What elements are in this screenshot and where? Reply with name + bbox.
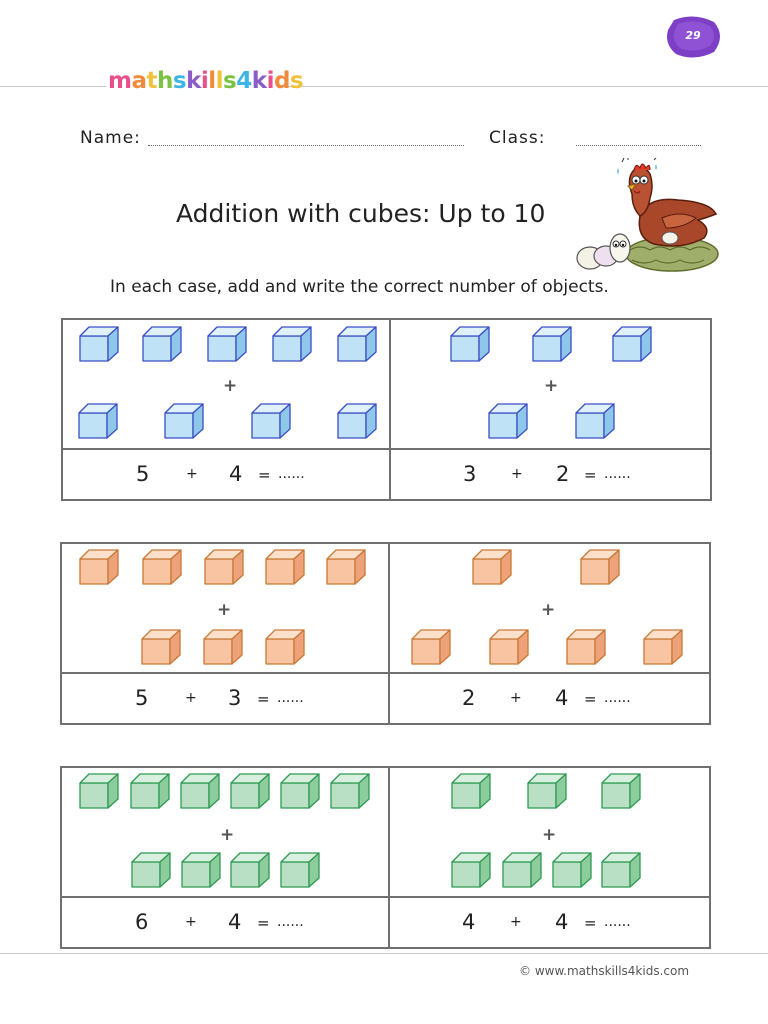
cube-icon	[230, 773, 270, 809]
cube-icon	[612, 326, 652, 362]
answer-blank[interactable]: ......	[277, 690, 304, 706]
footer-rule	[0, 953, 768, 954]
cube-icon	[142, 326, 182, 362]
cube-icon	[272, 326, 312, 362]
logo-letter: t	[146, 68, 157, 94]
answer-blank[interactable]: ......	[604, 690, 631, 706]
class-label: Class:	[489, 128, 546, 148]
logo-letter: m	[108, 68, 132, 94]
addend-b: 4	[555, 910, 569, 934]
answer-blank[interactable]: ......	[277, 914, 304, 930]
cube-icon	[79, 773, 119, 809]
equals-sign: =	[257, 914, 270, 932]
equals-sign: =	[258, 466, 271, 484]
addend-b: 2	[556, 462, 570, 486]
cube-icon	[203, 629, 243, 665]
cube-icon	[643, 629, 683, 665]
logo-letter: a	[131, 68, 147, 94]
equals-sign: =	[584, 466, 597, 484]
cube-icon	[337, 403, 377, 439]
logo-letter: 4	[236, 68, 252, 94]
plus-operator: +	[511, 466, 523, 482]
cube-icon	[181, 852, 221, 888]
class-field[interactable]	[576, 145, 701, 146]
cube-icon	[451, 773, 491, 809]
hen-icon	[570, 158, 720, 280]
cube-icon	[79, 326, 119, 362]
cube-icon	[502, 852, 542, 888]
cube-icon	[601, 852, 641, 888]
cube-icon	[79, 549, 119, 585]
addend-a: 3	[463, 462, 477, 486]
addend-b: 4	[228, 910, 242, 934]
cube-icon	[142, 549, 182, 585]
cube-icon	[411, 629, 451, 665]
cube-icon	[265, 629, 305, 665]
cube-icon	[330, 773, 370, 809]
grid-divider	[62, 896, 709, 898]
cube-icon	[280, 852, 320, 888]
plus-operator: +	[510, 914, 522, 930]
cube-icon	[450, 326, 490, 362]
header-rule-right	[282, 86, 768, 87]
addend-b: 4	[229, 462, 243, 486]
logo-letter: s	[289, 68, 304, 94]
cube-icon	[180, 773, 220, 809]
plus-operator: +	[186, 466, 198, 482]
logo-letter: i	[266, 68, 274, 94]
cube-icon	[141, 629, 181, 665]
cube-icon	[131, 852, 171, 888]
cube-icon	[251, 403, 291, 439]
answer-blank[interactable]: ......	[278, 466, 305, 482]
name-label: Name:	[80, 128, 141, 148]
cube-icon	[601, 773, 641, 809]
cube-icon	[527, 773, 567, 809]
logo-letter: k	[186, 68, 201, 94]
cube-icon	[488, 403, 528, 439]
cube-icon	[78, 403, 118, 439]
cube-icon	[489, 629, 529, 665]
logo-letter: h	[157, 68, 173, 94]
logo-letter: s	[223, 68, 237, 94]
grid-divider	[62, 672, 709, 674]
addend-a: 6	[135, 910, 149, 934]
addend-a: 4	[462, 910, 476, 934]
name-field[interactable]	[148, 145, 464, 146]
logo-letter: l	[215, 68, 224, 94]
addend-b: 3	[228, 686, 242, 710]
plus-sign: +	[217, 600, 232, 620]
cube-icon	[265, 549, 305, 585]
cube-icon	[130, 773, 170, 809]
plus-operator: +	[510, 690, 522, 706]
logo-letter: k	[251, 68, 267, 94]
cube-icon	[566, 629, 606, 665]
plus-sign: +	[223, 376, 238, 396]
grid-divider	[388, 544, 390, 723]
addend-b: 4	[555, 686, 569, 710]
grid-divider	[389, 320, 391, 499]
cube-icon	[230, 852, 270, 888]
instruction-text: In each case, add and write the correct number of objects.	[110, 277, 609, 297]
cube-icon	[451, 852, 491, 888]
plus-sign: +	[544, 376, 559, 396]
logo-letter: s	[172, 68, 187, 94]
cube-icon	[552, 852, 592, 888]
cube-icon	[580, 549, 620, 585]
addend-a: 5	[136, 462, 150, 486]
logo-letter: d	[273, 68, 290, 94]
copyright-footer: © www.mathskills4kids.com	[519, 964, 690, 978]
cube-icon	[575, 403, 615, 439]
header-rule-left	[0, 86, 106, 87]
addend-a: 2	[462, 686, 476, 710]
answer-blank[interactable]: ......	[604, 914, 631, 930]
equals-sign: =	[584, 914, 597, 932]
cube-icon	[204, 549, 244, 585]
logo-letter: i	[200, 68, 209, 94]
plus-operator: +	[185, 690, 197, 706]
worksheet-title: Addition with cubes: Up to 10	[176, 199, 546, 228]
equals-sign: =	[257, 690, 270, 708]
plus-operator: +	[185, 914, 197, 930]
cube-icon	[207, 326, 247, 362]
cube-icon	[532, 326, 572, 362]
plus-sign: +	[220, 825, 235, 845]
plus-sign: +	[541, 600, 556, 620]
cube-icon	[280, 773, 320, 809]
grid-divider	[63, 448, 710, 450]
logo-letter: l	[208, 68, 216, 94]
addend-a: 5	[135, 686, 149, 710]
logo	[108, 68, 303, 94]
cube-icon	[164, 403, 204, 439]
cube-icon	[337, 326, 377, 362]
plus-sign: +	[542, 825, 557, 845]
answer-blank[interactable]: ......	[604, 466, 631, 482]
cube-icon	[326, 549, 366, 585]
cube-icon	[472, 549, 512, 585]
equals-sign: =	[584, 690, 597, 708]
page-number: 29	[685, 29, 701, 42]
grid-divider	[388, 768, 390, 947]
